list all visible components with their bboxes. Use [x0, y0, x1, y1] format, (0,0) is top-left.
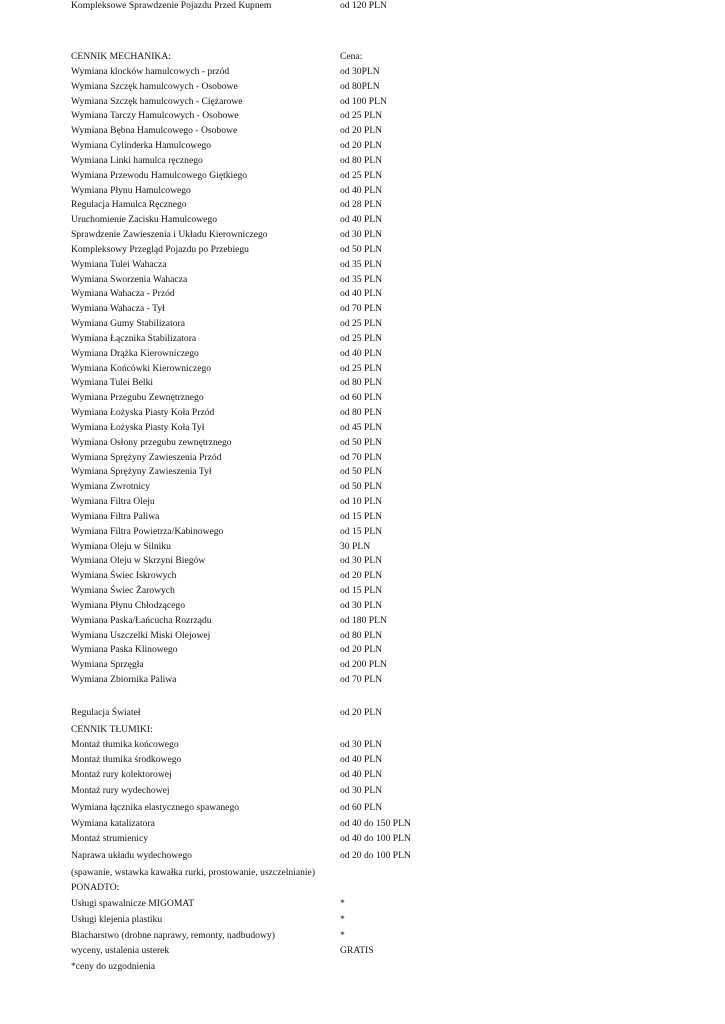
mechanic-service-name: Wymiana Zwrotnicy [71, 481, 151, 492]
muffler-service-price: od 60 PLN [340, 802, 383, 813]
additional-service-name: Usługi spawalnicze MIGOMAT [71, 898, 195, 909]
mechanic-service-price: od 40 PLN [340, 185, 383, 196]
mechanic-service-name: Wymiana Szczęk hamulcowych - Osobowe [71, 81, 238, 92]
mechanic-service-price: od 10 PLN [340, 496, 383, 507]
mechanic-service-price: od 70 PLN [340, 674, 383, 685]
additional-service-name: wyceny, ustalenia usterek [71, 945, 170, 956]
mechanic-service-price: od 40 PLN [340, 348, 383, 359]
mechanic-service-name: Wymiana Szczęk hamulcowych - Ciężarowe [71, 96, 243, 107]
mechanic-service-price: od 40 PLN [340, 214, 383, 225]
mechanic-service-name: Wymiana Końcówki Kierowniczego [71, 363, 212, 374]
mechanic-service-price: od 50 PLN [340, 481, 383, 492]
mechanic-service-price: od 20 PLN [340, 644, 383, 655]
mechanic-service-name: Kompleksowy Przegląd Pojazdu po Przebiegu [71, 244, 249, 255]
mechanic-service-price: od 20 PLN [340, 140, 383, 151]
mechanic-service-name: Wymiana Świec Żarowych [71, 585, 175, 596]
mechanic-service-price: od 35 PLN [340, 274, 383, 285]
additional-service-price: * [340, 930, 345, 941]
mechanic-service-name: Wymiana Oleju w Skrzyni Biegów [71, 555, 206, 566]
mechanic-service-price: od 15 PLN [340, 511, 383, 522]
mechanic-service-price: od 80 PLN [340, 377, 383, 388]
mechanic-service-name: Wymiana Zbiornika Paliwa [71, 674, 177, 685]
mechanic-service-name: Wymiana Tarczy Hamulcowych - Osobowe [71, 110, 239, 121]
mechanic-service-name: Regulacja Hamulca Ręcznego [71, 199, 187, 210]
muffler-service-price: od 20 do 100 PLN [340, 850, 411, 861]
mechanic-service-name: Wymiana Świec Iskrowych [71, 570, 177, 581]
mechanic-service-name: Wymiana Łożyska Piasty Koła Przód [71, 407, 215, 418]
mechanic-service-price: od 80 PLN [340, 630, 383, 641]
mechanic-service-price: od 100 PLN [340, 96, 387, 107]
mechanic-service-price: od 50 PLN [340, 437, 383, 448]
muffler-service-name: Montaż rury kolektorowej [71, 769, 172, 780]
mechanic-service-price: od 80 PLN [340, 155, 383, 166]
muffler-service-price: od 30 PLN [340, 739, 383, 750]
mechanic-service-price: od 25 PLN [340, 333, 383, 344]
additional-section-title: PONADTO: [71, 882, 120, 893]
mechanic-service-name: Wymiana Płynu Chłodzącego [71, 600, 185, 611]
mechanic-service-name: Wymiana klocków hamulcowych - przód [71, 66, 230, 77]
additional-service-name: Usługi klejenia plastiku [71, 914, 163, 925]
mechanic-service-price: od 25 PLN [340, 363, 383, 374]
muffler-service-price: od 40 do 100 PLN [340, 833, 411, 844]
mechanic-service-name: Wymiana Oleju w Silniku [71, 541, 171, 552]
mechanic-service-price: od 25 PLN [340, 318, 383, 329]
mechanic-service-name: Wymiana Sprężyny Zawieszenia Tył [71, 466, 212, 477]
mechanic-service-name: Wymiana Tulei Belki [71, 377, 154, 388]
mechanic-service-name: Wymiana Drążka Kierowniczego [71, 348, 199, 359]
mechanic-service-price: od 30 PLN [340, 555, 383, 566]
price-footnote: *ceny do uzgodnienia [71, 961, 156, 972]
mechanic-service-name: Wymiana Paska Klinowego [71, 644, 178, 655]
muffler-service-name: Montaż strumienicy [71, 833, 148, 844]
muffler-service-name: Wymiana katalizatora [71, 818, 155, 829]
mechanic-service-name: Wymiana Wahacza - Tył [71, 303, 165, 314]
mechanic-service-name: Wymiana Filtra Paliwa [71, 511, 160, 522]
mechanic-service-name: Wymiana Filtra Powietrza/Kabinowego [71, 526, 224, 537]
mechanic-service-price: od 70 PLN [340, 452, 383, 463]
mechanic-service-name: Wymiana Sprzęgła [71, 659, 144, 670]
mufflers-section-title: CENNIK TŁUMIKI: [71, 724, 153, 735]
mechanic-service-price: od 25 PLN [340, 110, 383, 121]
mechanic-service-price: od 25 PLN [340, 170, 383, 181]
mechanic-service-name: Wymiana Cylinderka Hamulcowego [71, 140, 212, 151]
muffler-service-name: Wymiana łącznika elastycznego spawanego [71, 802, 240, 813]
additional-service-name: Blacharstwo (drobne naprawy, remonty, nadbudowy) [71, 930, 275, 941]
mufflers-note: (spawanie, wstawka kawałka rurki, prostowanie, uszczelnianie) [71, 867, 316, 878]
mechanic-service-name: Wymiana Uszczelki Miski Olejowej [71, 630, 211, 641]
mechanic-service-name: Wymiana Przewodu Hamulcowego Giętkiego [71, 170, 248, 181]
muffler-service-price: od 30 PLN [340, 785, 383, 796]
mechanic-service-name: Wymiana Sprężyny Zawieszenia Przód [71, 452, 222, 463]
mechanic-service-price: od 120 PLN [340, 0, 387, 11]
muffler-service-price: od 40 PLN [340, 769, 383, 780]
muffler-service-name: Montaż rury wydechowej [71, 785, 170, 796]
mechanic-service-price: od 180 PLN [340, 615, 387, 626]
mechanic-service-name: Wymiana Gumy Stabilizatora [71, 318, 185, 329]
mechanic-section-title: CENNIK MECHANIKA: [71, 51, 171, 62]
mechanic-service-price: od 80 PLN [340, 407, 383, 418]
mechanic-service-price: od 30 PLN [340, 600, 383, 611]
mechanic-service-name: Sprawdzenie Zawieszenia i Układu Kierowniczego [71, 229, 268, 240]
mechanic-service-price: od 45 PLN [340, 422, 383, 433]
muffler-service-name: Montaż tłumika końcowego [71, 739, 179, 750]
mechanic-service-price: od 30PLN [340, 66, 380, 77]
mechanic-service-name: Wymiana Filtra Oleju [71, 496, 155, 507]
mechanic-service-name: Wymiana Linki hamulca ręcznego [71, 155, 203, 166]
mechanic-service-name: Wymiana Sworzenia Wahacza [71, 274, 188, 285]
additional-service-price: GRATIS [340, 945, 374, 956]
mechanic-service-name: Wymiana Osłony przegubu zewnętrznego [71, 437, 232, 448]
mechanic-service-name: Wymiana Paska/Łańcucha Rozrządu [71, 615, 212, 626]
mechanic-service-name: Kompleksowe Sprawdzenie Pojazdu Przed Kupnem [71, 0, 272, 11]
mechanic-service-price: od 200 PLN [340, 659, 387, 670]
mechanic-service-price: od 40 PLN [340, 288, 383, 299]
mechanic-service-name: Wymiana Tulei Wahacza [71, 259, 167, 270]
mechanic-service-name: Uruchomienie Zacisku Hamulcowego [71, 214, 217, 225]
muffler-service-price: od 40 do 150 PLN [340, 818, 411, 829]
mechanic-service-price: od 50 PLN [340, 244, 383, 255]
mechanic-service-price: od 60 PLN [340, 392, 383, 403]
mechanic-service-name: Wymiana Wahacza - Przód [71, 288, 175, 299]
muffler-service-name: Montaż tłumika środkowego [71, 754, 182, 765]
additional-service-price: * [340, 898, 345, 909]
mechanic-service-price: od 20 PLN [340, 125, 383, 136]
price-column-title: Cena: [340, 51, 363, 62]
mechanic-service-price: od 80PLN [340, 81, 380, 92]
mechanic-service-price: od 15 PLN [340, 585, 383, 596]
mechanic-service-price: od 35 PLN [340, 259, 383, 270]
mechanic-service-name: Wymiana Przegubu Zewnętrznego [71, 392, 204, 403]
mechanic-service-price: od 30 PLN [340, 229, 383, 240]
muffler-service-price: od 40 PLN [340, 754, 383, 765]
mechanic-service-name: Wymiana Łącznika Stabilizatora [71, 333, 197, 344]
mechanic-service-name: Regulacja Świateł [71, 707, 141, 718]
mechanic-service-price: od 28 PLN [340, 199, 383, 210]
mechanic-service-price: 30 PLN [340, 541, 371, 552]
mechanic-service-price: od 20 PLN [340, 570, 383, 581]
muffler-service-name: Naprawa układu wydechowego [71, 850, 192, 861]
mechanic-service-name: Wymiana Łożyska Piasty Koła Tył [71, 422, 205, 433]
additional-service-price: * [340, 914, 345, 925]
mechanic-service-price: od 50 PLN [340, 466, 383, 477]
mechanic-service-price: od 70 PLN [340, 303, 383, 314]
mechanic-service-name: Wymiana Płynu Hamulcowego [71, 185, 191, 196]
mechanic-service-name: Wymiana Bębna Hamulcowego - Osobowe [71, 125, 238, 136]
mechanic-service-price: od 15 PLN [340, 526, 383, 537]
mechanic-service-price: od 20 PLN [340, 707, 383, 718]
